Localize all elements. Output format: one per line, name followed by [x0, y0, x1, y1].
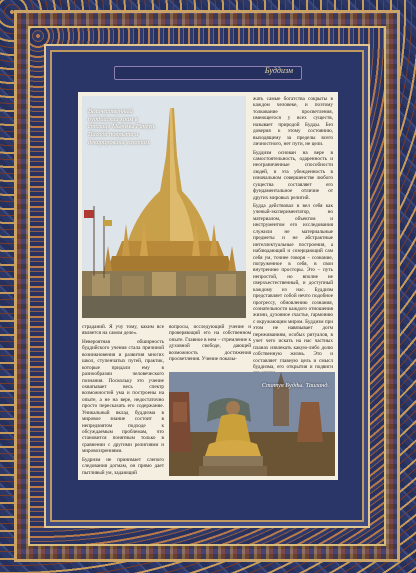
buddha-statue-photo	[169, 372, 335, 476]
paragraph: Будда действовал и вел себя как ученый-экспериментатор, но материалом, объектом и инструментом его исследования служили не материальные предметы и не абстрактные интеллектуальные построения, а наблюдающий и созерцающий сам себя ум, точнее говоря – сознание, погруженное в себя, в свои внутренние просторы. Это – путь непростой, но вполне не сверхъестественный, и доступный каждому из нас. Буддизм представляет собой нечто подобное прогрессу, обновлению сознания, сознательности каждого отношения жизни, духовное счастье, гармонию с окружающим миром. Буддизм при этом не навязывает догм переживаниям, особых ритуалов, в учет чего искать на нас частных планах извлекать какую-либо долю собственную жизнь. Это и составляет главную цель и смысл буддизма, его открытия и подвиги	[253, 203, 333, 370]
pagoda-photo-caption: Величественный буддийский храм в столице Мьянмы Рангун. Пагода покрыта и декорирована золотом.	[88, 108, 156, 146]
article-text-middle	[169, 324, 251, 370]
paragraph: жать самые богатства сокрыты в каждом человеке, и поэтому толкование просветления, имеющегося у всех существ, называет природой Будды. Без доверия к этому состоянию, выходящему за пределы всего личностного, нет пути, не цели.	[253, 96, 333, 148]
paragraph: Буддизм основан на вере в самостоятельность, одаренность и неограниченные способности людей, и эта убежденность в изначальном совершенстве любого существа составляет его фундаментальное отличие от других мировых религий.	[253, 149, 333, 201]
paragraph: вопросы, исследующий учение и проверяющий его на собственном опыте. Главное в нем – стремление к духовной свободе, дающей возможность достижения просветления. Учение показы-	[169, 324, 251, 363]
paragraph: Будризм не принимает слепого следования догмам, он прямо дает пытливый ум, задающий	[82, 456, 164, 476]
section-header-bar	[114, 66, 302, 80]
article-text-left	[82, 324, 164, 480]
article-text-right	[253, 96, 333, 370]
buddha-photo-caption: Статуя Будды. Таиланд.	[261, 382, 329, 389]
pagoda-photo	[82, 96, 246, 318]
paragraph: Невероятная обширность буддийского учения стала причиной возникновения и развития многих школ, ступенчатых путей, практик, которые придали ему в разнообразии человеческого познания. Поскольку это учение охватывает весь спектр возможностей ума и построены на опыте, а не на вере, недостаточно просто пересказать его содержание. Уникальный вклад буддизма в мировое знание состоит в непредвзятом подходе к обсуждаемым проблемам, что становится понятным только в сравнении с другими религиями и мировоззрениями.	[82, 338, 164, 455]
section-title: Буддизм	[264, 66, 293, 75]
paragraph: страданий. Я учу тому, каким все является на самом деле».	[82, 324, 164, 337]
